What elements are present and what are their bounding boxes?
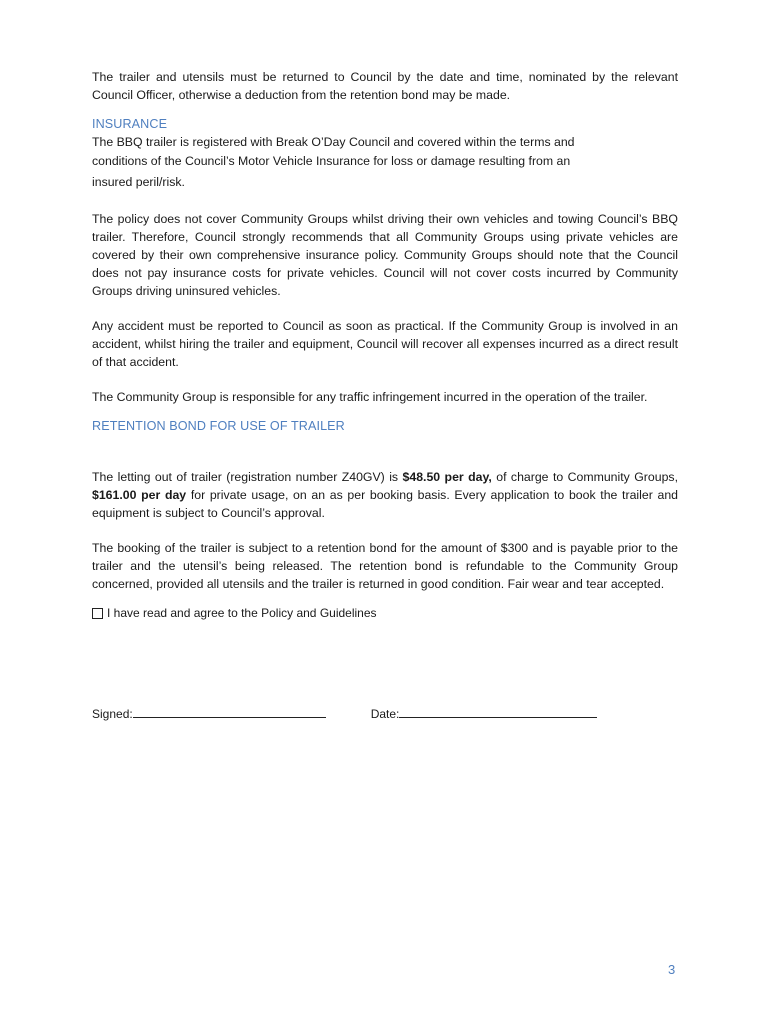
letting-paragraph (92, 468, 678, 522)
document-page (92, 68, 678, 622)
agreement-label: I have read and agree to the Policy and Guidelines (107, 606, 377, 620)
agreement-checkbox[interactable] (92, 608, 103, 619)
insurance-registration-paragraph (92, 133, 678, 193)
page-number: 3 (668, 962, 676, 977)
date-field (371, 704, 598, 721)
traffic-paragraph: The Community Group is responsible for any traffic infringement incurred in the operation of the trailer. (92, 390, 648, 404)
return-paragraph: The trailer and utensils must be returned to Council by the date and time, nominated by the relevant Council Officer, otherwise a deduction from the retention bond may be made. (92, 70, 678, 102)
private-usage-price: $161.00 per day (92, 488, 187, 502)
agreement-row (92, 604, 678, 622)
signature-line[interactable] (133, 704, 326, 718)
retention-bond-heading: RETENTION BOND FOR USE OF TRAILER (92, 419, 345, 433)
date-label: Date: (370, 707, 400, 721)
signed-field (92, 704, 326, 721)
signature-row (92, 704, 652, 721)
community-group-price: $48.50 per day, (402, 470, 492, 484)
insurance-heading: INSURANCE (92, 117, 168, 131)
booking-paragraph: The booking of the trailer is subject to a retention bond for the amount of $300 and is payable prior to the trailer and the utensil’s being released. The retention bond is refundable to the Community Group concerned, provided all utensils and the trailer is returned in good condition. Fair wear and tear accepted. (92, 541, 678, 591)
insurance-line: conditions of the Council’s Motor Vehicle Insurance for loss or damage resulting from an (92, 154, 571, 168)
letting-text: of charge to Community Groups, (491, 470, 678, 484)
signed-label: Signed: (92, 707, 133, 721)
accident-paragraph: Any accident must be reported to Council as soon as practical. If the Community Group is involved in an accident, whilst hiring the trailer and equipment, Council will recover all expenses incurred as a direct result of that accident. (92, 319, 678, 369)
policy-paragraph: The policy does not cover Community Groups whilst driving their own vehicles and towing Council’s BBQ trailer. Therefore, Council strongly recommends that all Community Groups using private vehicles are covered by their own comprehensive insurance policy. Community Groups should note that the Council does not pay insurance costs for private vehicles. Council will not cover costs incurred by Community Groups driving uninsured vehicles. (92, 212, 678, 298)
insurance-line: The BBQ trailer is registered with Break O’Day Council and covered within the terms and (92, 135, 575, 149)
insurance-line: insured peril/risk. (92, 175, 185, 189)
letting-text: for private usage, on an as per booking basis. Every application to book the trailer and equipment is subject to Council’s approval. (92, 488, 679, 520)
date-line[interactable] (399, 704, 597, 718)
letting-text: The letting out of trailer (registration number Z40GV) is (92, 470, 403, 484)
